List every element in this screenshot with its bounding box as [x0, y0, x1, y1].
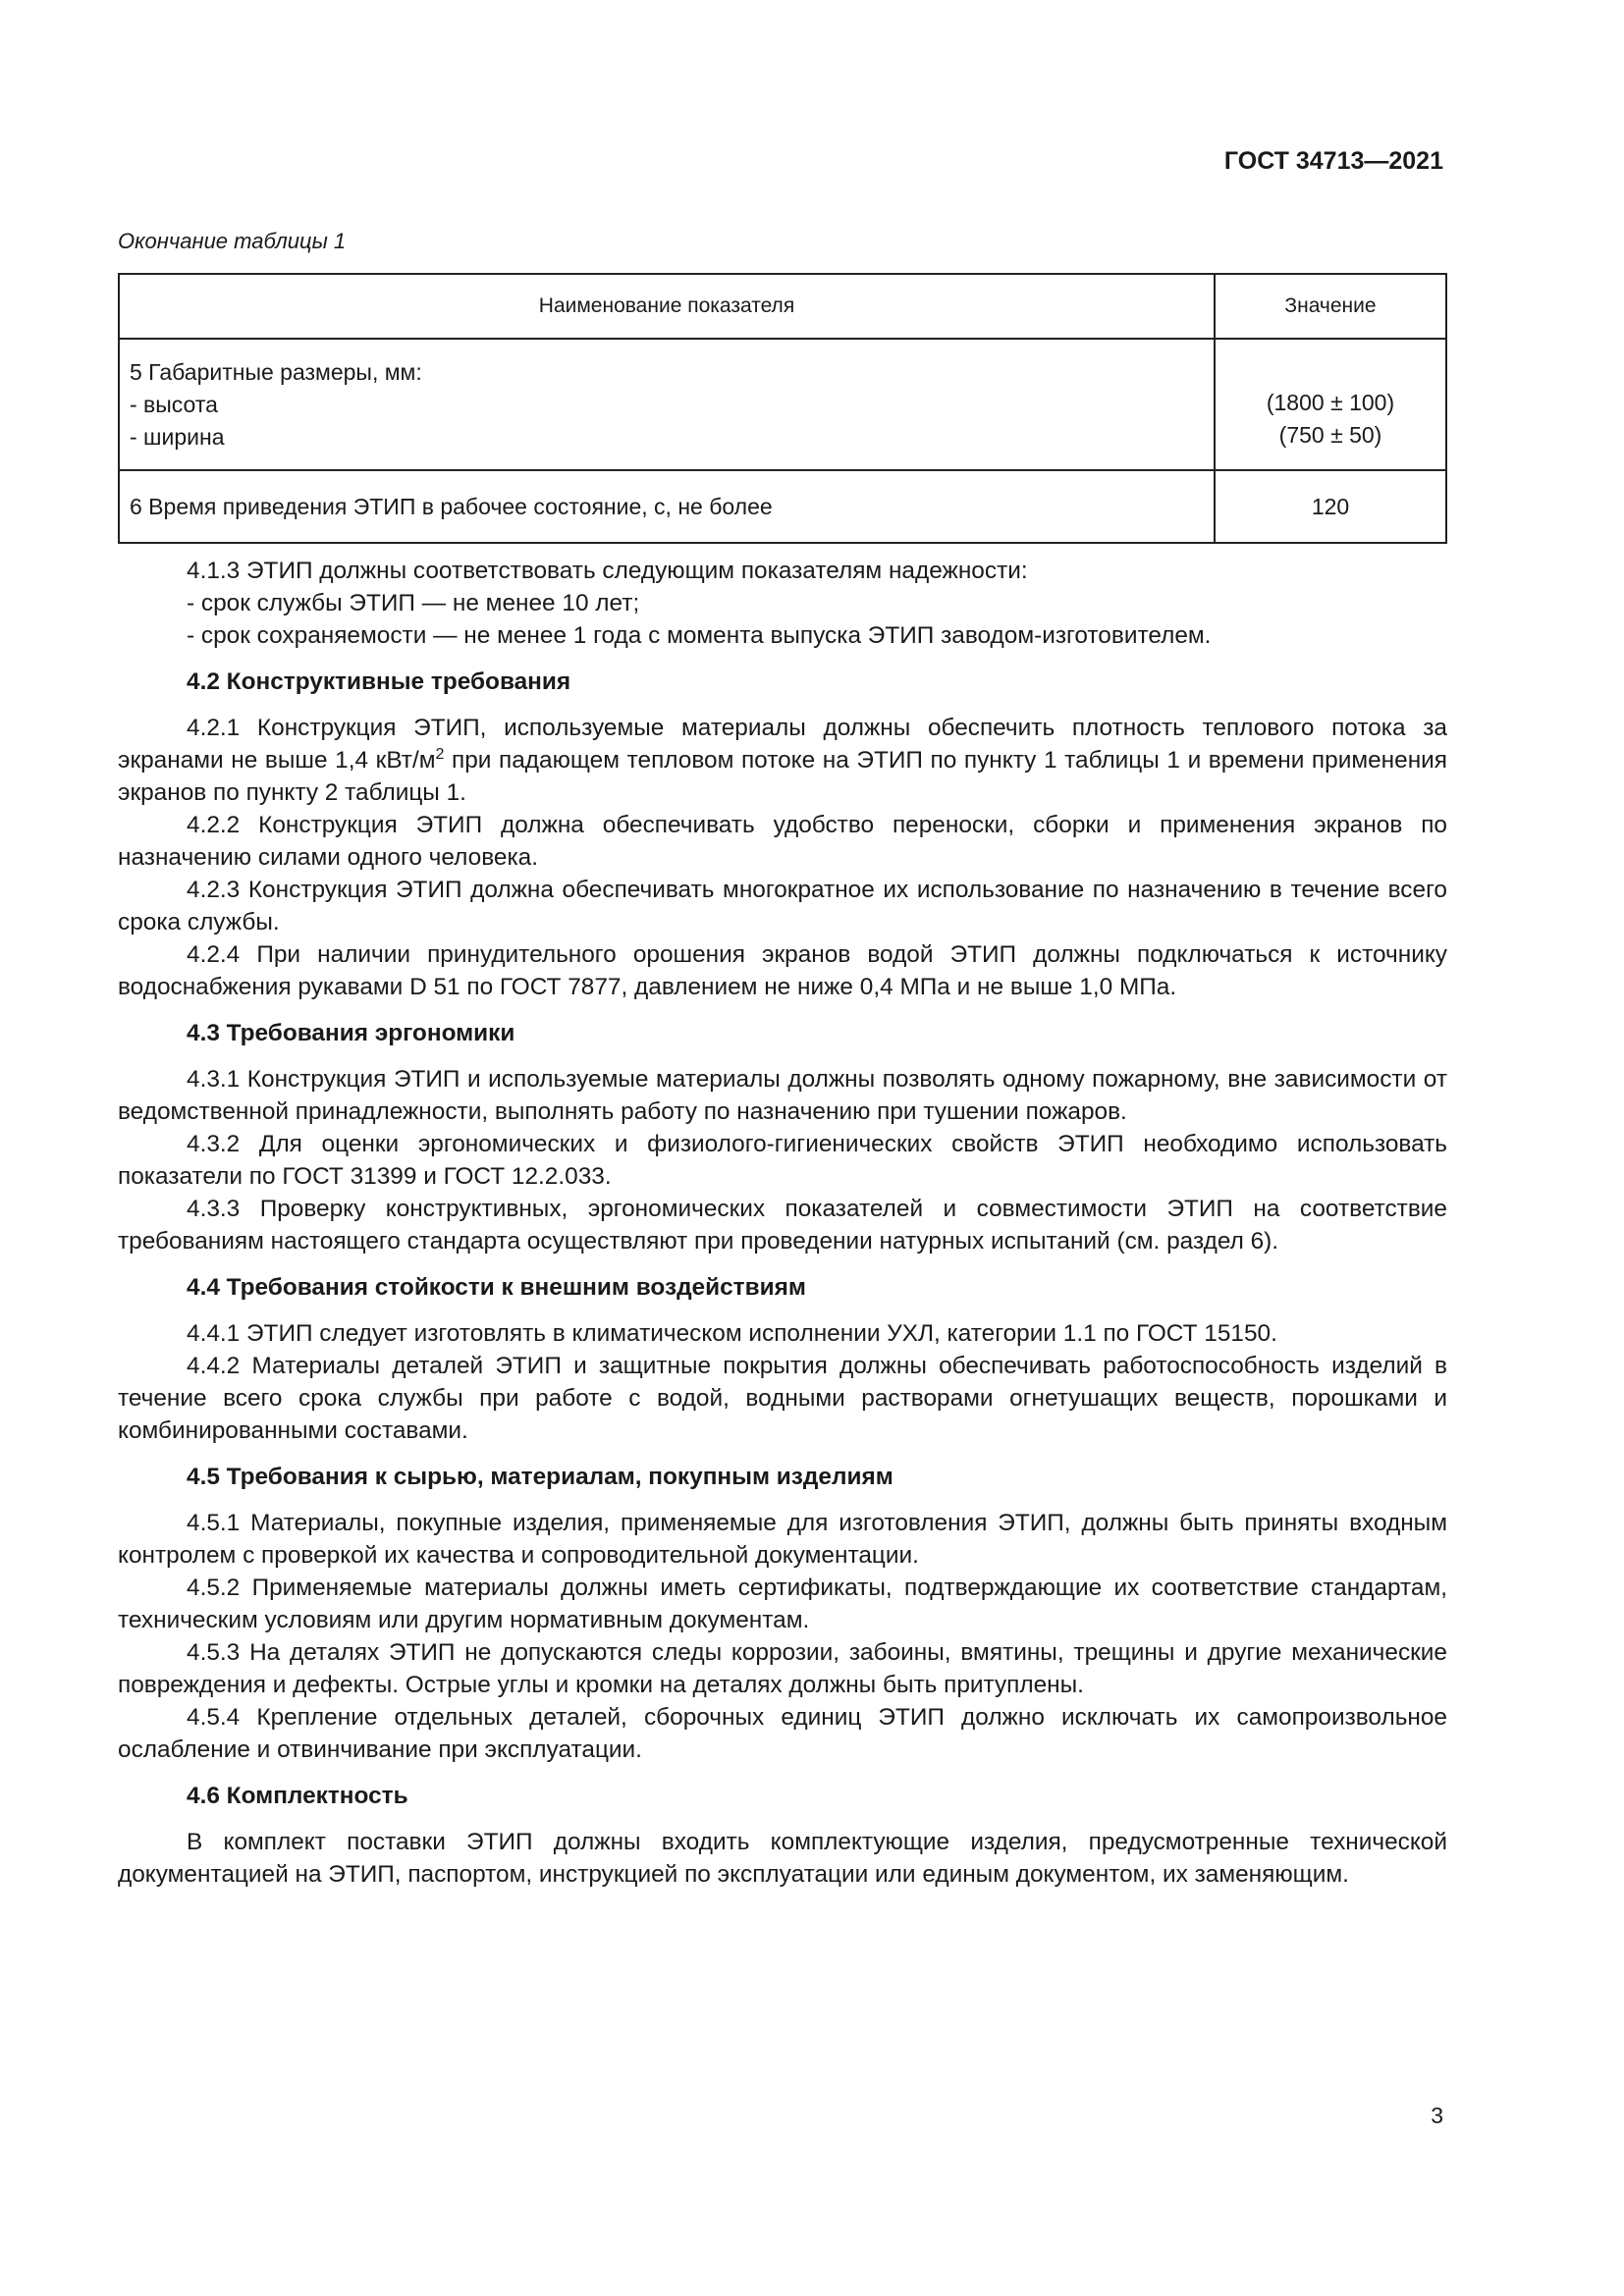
spec-table — [118, 273, 1447, 544]
table-row — [119, 470, 1446, 543]
table-cell-name — [119, 339, 1215, 470]
paragraph-4-1-3: 4.1.3 ЭТИП должны соответствовать следующим показателям надежности: — [187, 558, 1028, 584]
cell-line: (750 ± 50) — [1278, 422, 1382, 448]
superscript: 2 — [435, 745, 445, 763]
page-number: 3 — [1431, 2103, 1443, 2128]
paragraph-4-5-2: 4.5.2 Применяемые материалы должны иметь сертификаты, подтверждающие их соответствие стандартам, техническим условиям или другим нормативным документам. — [118, 1575, 1447, 1633]
paragraph-4-3-1: 4.3.1 Конструкция ЭТИП и используемые материалы должны позволять одному пожарному, вне зависимости от ведомственной принадлежности, выполнять работу по назначению при тушении пожаров. — [118, 1066, 1447, 1125]
cell-line: - ширина — [130, 423, 225, 450]
section-heading-4-2: 4.2 Конструктивные требования — [187, 668, 571, 695]
paragraph-4-2-4: 4.2.4 При наличии принудительного орошения экранов водой ЭТИП должны подключаться к источнику водоснабжения рукавами D 51 по ГОСТ 7877, давлением не ниже 0,4 МПа и не выше 1,0 МПа. — [118, 941, 1447, 1000]
cell-line: 6 Время приведения ЭТИП в рабочее состояние, с, не более — [130, 493, 773, 519]
list-item: - срок сохраняемости — не менее 1 года с момента выпуска ЭТИП заводом-изготовителем. — [187, 622, 1212, 649]
paragraph-4-2-1 — [118, 712, 1447, 809]
table-cell-name — [119, 470, 1215, 543]
paragraph-4-5-1: 4.5.1 Материалы, покупные изделия, применяемые для изготовления ЭТИП, должны быть приняты входным контролем с проверкой их качества и сопроводительной документации. — [118, 1510, 1447, 1569]
table-row — [119, 339, 1446, 470]
text-span: при падающем тепловом потоке на ЭТИП по пункту 1 таблицы 1 и времени применения экранов по пункту 2 таблицы 1. — [118, 747, 1447, 806]
paragraph-4-6: В комплект поставки ЭТИП должны входить комплектующие изделия, предусмотренные технической документацией на ЭТИП, паспортом, инструкцией по эксплуатации или единым документом, их заменяющим. — [118, 1829, 1447, 1888]
paragraph-4-5-3: 4.5.3 На деталях ЭТИП не допускаются следы коррозии, забоины, вмятины, трещины и другие механические повреждения и дефекты. Острые углы и кромки на деталях должны быть притуплены. — [118, 1639, 1447, 1698]
paragraph-4-2-3: 4.2.3 Конструкция ЭТИП должна обеспечивать многократное их использование по назначению в течение всего срока службы. — [118, 877, 1447, 935]
document-code: ГОСТ 34713—2021 — [1223, 147, 1443, 175]
paragraph-4-3-3: 4.3.3 Проверку конструктивных, эргономических показателей и совместимости ЭТИП на соответствие требованиям настоящего стандарта осуществляют при проведении натурных испытаний (см. раздел 6). — [118, 1196, 1447, 1255]
table-cell-value — [1215, 339, 1446, 470]
cell-line: (1800 ± 100) — [1266, 390, 1395, 415]
table-header-row — [119, 274, 1446, 339]
table-caption: Окончание таблицы 1 — [118, 229, 347, 253]
section-heading-4-3: 4.3 Требования эргономики — [187, 1020, 515, 1046]
section-heading-4-5: 4.5 Требования к сырью, материалам, покупным изделиям — [187, 1464, 893, 1490]
document-body — [118, 555, 1447, 1891]
column-header-value: Значение — [1215, 274, 1446, 339]
section-heading-4-4: 4.4 Требования стойкости к внешним воздействиям — [187, 1274, 806, 1301]
section-heading-4-6: 4.6 Комплектность — [187, 1783, 408, 1809]
cell-line: 5 Габаритные размеры, мм: — [130, 358, 422, 385]
table-cell-value — [1215, 470, 1446, 543]
text-span: 4.2.1 Конструкция ЭТИП, используемые материалы должны обеспечить плотность теплового потока за экранами не выше 1,4 кВт/м — [118, 715, 1447, 774]
cell-line: - высота — [130, 391, 218, 417]
paragraph-4-5-4: 4.5.4 Крепление отдельных деталей, сборочных единиц ЭТИП должно исключать их самопроизвольное ослабление и отвинчивание при эксплуатации. — [118, 1704, 1447, 1763]
paragraph-4-4-1: 4.4.1 ЭТИП следует изготовлять в климатическом исполнении УХЛ, категории 1.1 по ГОСТ 15150. — [187, 1320, 1277, 1347]
cell-line: 120 — [1311, 493, 1350, 519]
paragraph-4-3-2: 4.3.2 Для оценки эргономических и физиолого-гигиенических свойств ЭТИП необходимо использовать показатели по ГОСТ 31399 и ГОСТ 12.2.033. — [118, 1131, 1447, 1190]
column-header-name: Наименование показателя — [119, 274, 1215, 339]
paragraph-4-4-2: 4.4.2 Материалы деталей ЭТИП и защитные покрытия должны обеспечивать работоспособность изделий в течение всего срока службы при работе с водой, водными растворами огнетушащих веществ, порошками и комбинированными составами. — [118, 1353, 1447, 1444]
paragraph-4-2-2: 4.2.2 Конструкция ЭТИП должна обеспечивать удобство переноски, сборки и применения экранов по назначению силами одного человека. — [118, 812, 1447, 871]
list-item: - срок службы ЭТИП — не менее 10 лет; — [187, 590, 640, 616]
